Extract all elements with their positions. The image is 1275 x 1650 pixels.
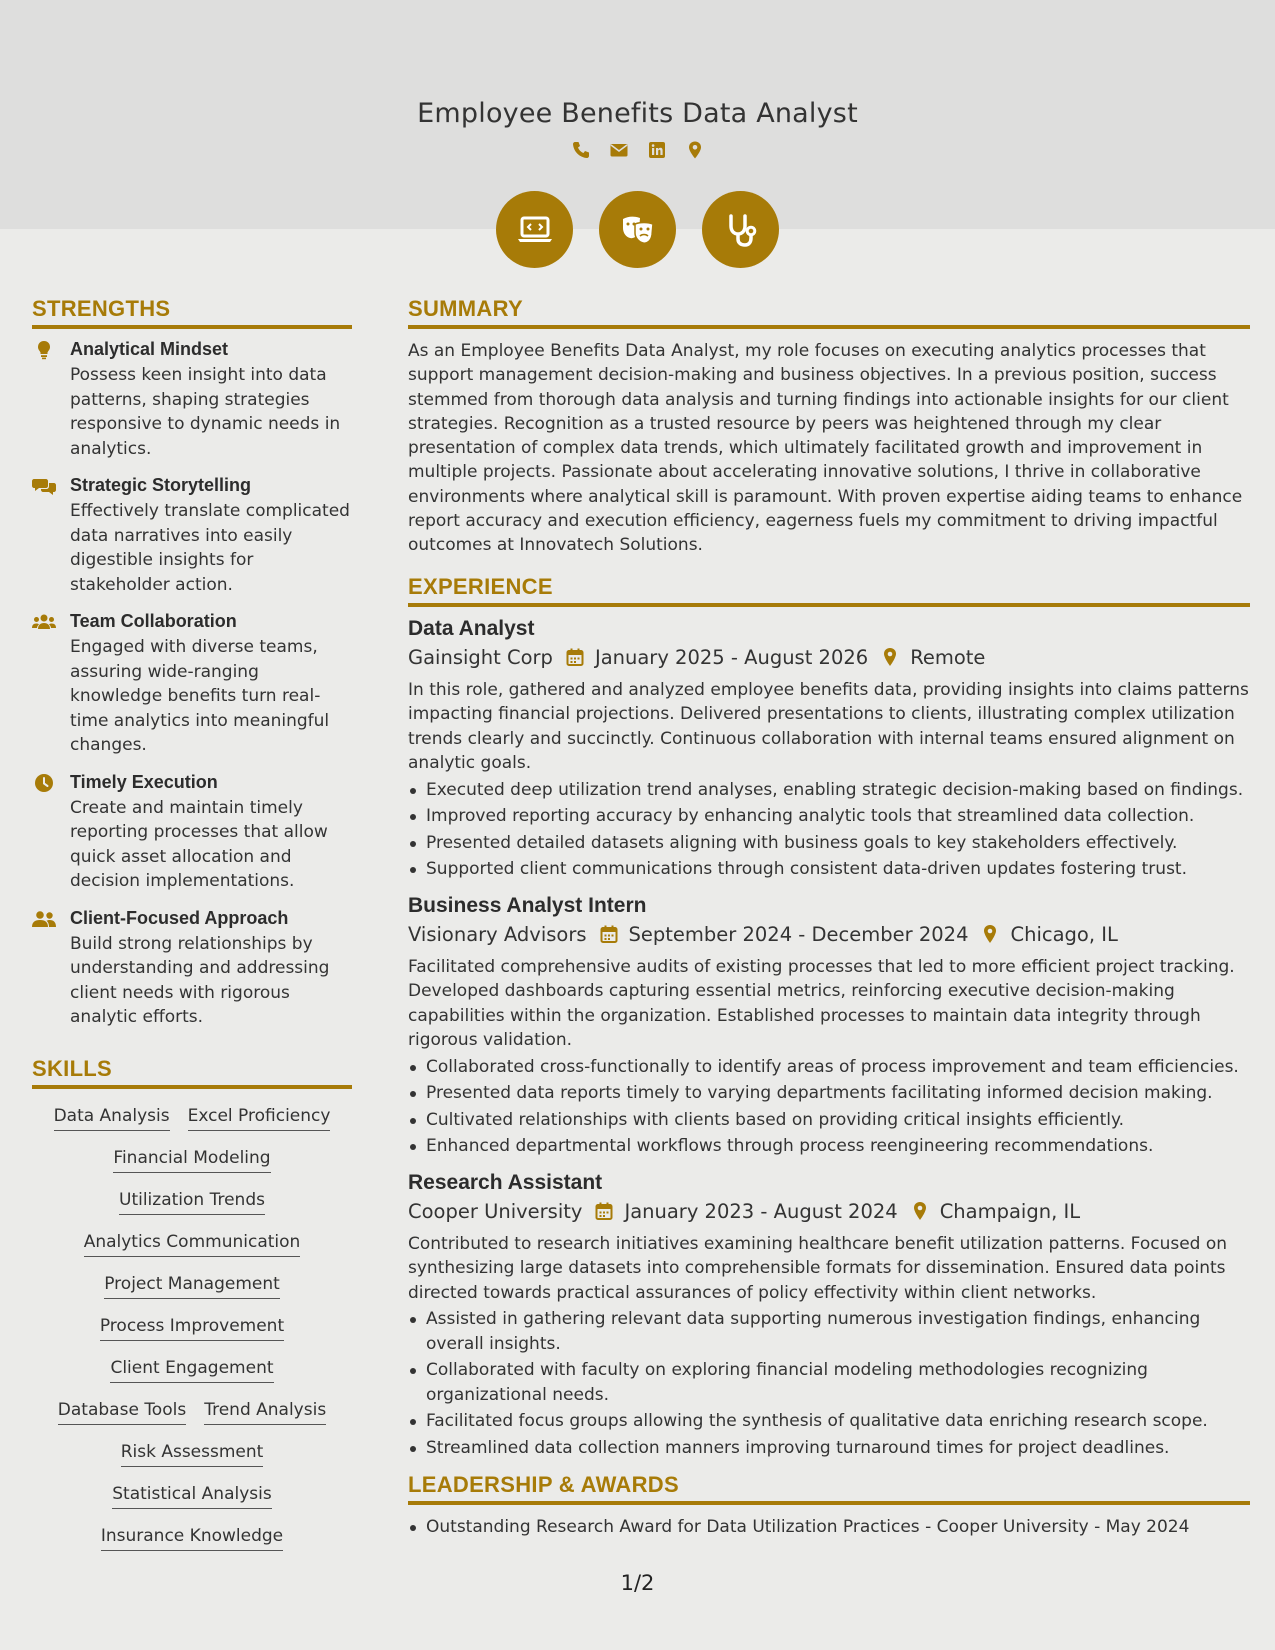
list-item: Collaborated with faculty on exploring financial modeling methodologies recognizing organizational needs. xyxy=(408,1358,1250,1407)
skill-tag: Database Tools xyxy=(58,1399,186,1425)
list-item: Supported client communications through consistent data-driven updates fostering trust. xyxy=(408,857,1250,882)
job-meta xyxy=(408,646,1250,669)
strength-title: Strategic Storytelling xyxy=(70,475,252,495)
skill-tag: Excel Proficiency xyxy=(188,1105,331,1131)
strength-item xyxy=(32,339,352,461)
skills-list xyxy=(32,1099,352,1551)
list-item: Assisted in gathering relevant data supporting numerous investigation findings, enhancing overall insights. xyxy=(408,1307,1250,1356)
stethoscope-icon xyxy=(721,210,761,250)
experience-heading: EXPERIENCE xyxy=(408,574,1250,607)
job-company: Cooper University xyxy=(408,1199,583,1223)
job-location: Champaign, IL xyxy=(939,1199,1081,1223)
job-meta xyxy=(408,1200,1250,1223)
theater-masks-badge xyxy=(599,191,676,268)
strength-desc: Possess keen insight into data patterns, shaping strategies responsive to dynamic needs in analytics. xyxy=(70,365,341,459)
job-location: Remote xyxy=(910,645,986,669)
location-icon xyxy=(910,1201,930,1221)
list-item: Cultivated relationships with clients based on providing critical insights efficiently. xyxy=(408,1108,1250,1133)
location-icon[interactable] xyxy=(685,140,705,160)
phone-icon[interactable] xyxy=(571,140,591,160)
job-company: Visionary Advisors xyxy=(408,922,587,946)
list-item: Presented detailed datasets aligning with business goals to key stakeholders effectively. xyxy=(408,831,1250,856)
strength-title: Analytical Mindset xyxy=(70,339,229,359)
linkedin-icon[interactable] xyxy=(647,140,667,160)
header-badges xyxy=(0,191,1275,268)
list-item: Streamlined data collection manners improving turnaround times for project deadlines. xyxy=(408,1436,1250,1461)
strength-desc: Engaged with diverse teams, assuring wide-ranging knowledge benefits turn real-time analytics into meaningful changes. xyxy=(70,637,330,755)
strength-title: Team Collaboration xyxy=(70,611,237,631)
skill-tag: Utilization Trends xyxy=(119,1189,265,1215)
summary-heading: SUMMARY xyxy=(408,296,1250,329)
list-item: Facilitated focus groups allowing the synthesis of qualitative data enriching research scope. xyxy=(408,1409,1250,1434)
contact-icons xyxy=(0,140,1275,160)
job-entry xyxy=(408,617,1250,882)
stethoscope-badge xyxy=(702,191,779,268)
strength-item xyxy=(32,772,352,894)
job-description: Facilitated comprehensive audits of existing processes that led to more efficient project tracking. Developed dashboards capturing essential metrics, reinforcing executive decision-making capabilities within the organization. Established processes to maintain data integrity through rigorous validation. xyxy=(408,956,1235,1051)
job-dates: September 2024 - December 2024 xyxy=(628,922,969,946)
skill-tag: Trend Analysis xyxy=(204,1399,326,1425)
list-item: Outstanding Research Award for Data Utilization Practices - Cooper University - May 2024 xyxy=(408,1515,1250,1540)
left-column xyxy=(32,296,352,1567)
list-item: Presented data reports timely to varying departments facilitating informed decision making. xyxy=(408,1081,1250,1106)
skill-tag: Project Management xyxy=(104,1273,280,1299)
calendar-icon xyxy=(599,924,619,944)
skill-tag: Data Analysis xyxy=(54,1105,170,1131)
job-title: Research Assistant xyxy=(408,1170,603,1194)
job-dates: January 2023 - August 2024 xyxy=(624,1199,898,1223)
user-friends-icon xyxy=(32,909,56,929)
list-item: Executed deep utilization trend analyses, enabling strategic decision-making based on findings. xyxy=(408,778,1250,803)
job-entry xyxy=(408,1171,1250,1461)
strength-desc: Effectively translate complicated data narratives into easily digestible insights for stakeholder action. xyxy=(70,501,350,595)
job-meta xyxy=(408,923,1250,946)
laptop-code-badge xyxy=(496,191,573,268)
clock-icon xyxy=(32,773,56,793)
right-column xyxy=(408,296,1250,1542)
skills-heading: SKILLS xyxy=(32,1056,352,1089)
calendar-icon xyxy=(565,647,585,667)
job-location: Chicago, IL xyxy=(1010,922,1118,946)
strength-desc: Build strong relationships by understanding and addressing client needs with rigorous analytic efforts. xyxy=(70,933,330,1027)
location-icon xyxy=(980,924,1000,944)
list-item: Enhanced departmental workflows through process reengineering recommendations. xyxy=(408,1134,1250,1159)
strength-desc: Create and maintain timely reporting processes that allow quick asset allocation and decision implementations. xyxy=(70,797,328,891)
lightbulb-icon xyxy=(32,340,56,360)
list-item: Collaborated cross-functionally to identify areas of process improvement and team efficiencies. xyxy=(408,1055,1250,1080)
job-title: Business Analyst Intern xyxy=(408,893,647,917)
comments-icon xyxy=(32,476,56,496)
strength-title: Client-Focused Approach xyxy=(70,907,289,928)
strength-item xyxy=(32,475,352,597)
skill-tag: Client Engagement xyxy=(110,1357,273,1383)
strength-item xyxy=(32,611,352,758)
job-description: In this role, gathered and analyzed employee benefits data, providing insights into claims patterns impacting financial projections. Delivered presentations to clients, illustrating complex utilization trends clearly and succinctly. Continuous collaboration with internal teams ensured alignment on analytic goals. xyxy=(408,679,1249,774)
skill-tag: Statistical Analysis xyxy=(112,1483,271,1509)
page-number: 1/2 xyxy=(620,1571,655,1595)
skill-tag: Process Improvement xyxy=(100,1315,284,1341)
page-title: Employee Benefits Data Analyst xyxy=(417,98,858,129)
job-dates: January 2025 - August 2026 xyxy=(594,645,869,669)
strength-title: Timely Execution xyxy=(70,771,218,792)
job-bullets xyxy=(408,1055,1250,1159)
location-icon xyxy=(880,647,900,667)
job-entry xyxy=(408,894,1250,1159)
job-title: Data Analyst xyxy=(408,616,535,640)
strength-item xyxy=(32,908,352,1030)
users-icon xyxy=(32,612,56,632)
skill-tag: Insurance Knowledge xyxy=(101,1525,283,1551)
laptop-code-icon xyxy=(515,210,555,250)
job-company: Gainsight Corp xyxy=(408,645,553,669)
summary-text: As an Employee Benefits Data Analyst, my role focuses on executing analytics processes that support management decision-making and business objectives. In a previous position, success stemmed from thorough data analysis and turning findings into actionable insights for our client strategies. Recognition as a trusted resource by peers was heightened through my clear presentation of complex data trends, which ultimately facilitated growth and improvement in multiple projects. Passionate about accelerating innovative solutions, I thrive in collaborative environments where analytical skill is paramount. With proven expertise aiding teams to enhance report accuracy and execution efficiency, eagerness fuels my commitment to driving impactful outcomes at Innovatech Solutions. xyxy=(408,341,1243,556)
job-description: Contributed to research initiatives examining healthcare benefit utilization patterns. Focused on synthesizing large datasets into comprehensible formats for dissemination. Ensured data points directed towards practical assurances of policy effectivity within client networks. xyxy=(408,1233,1228,1303)
strengths-heading: STRENGTHS xyxy=(32,296,352,329)
theater-masks-icon xyxy=(618,210,658,250)
list-item: Improved reporting accuracy by enhancing analytic tools that streamlined data collection. xyxy=(408,804,1250,829)
skill-tag: Analytics Communication xyxy=(84,1231,301,1257)
awards-heading: LEADERSHIP & AWARDS xyxy=(408,1472,1250,1505)
calendar-icon xyxy=(594,1201,614,1221)
email-icon[interactable] xyxy=(609,140,629,160)
job-bullets xyxy=(408,1307,1250,1460)
skill-tag: Financial Modeling xyxy=(113,1147,270,1173)
awards-list xyxy=(408,1515,1250,1540)
job-bullets xyxy=(408,778,1250,882)
skill-tag: Risk Assessment xyxy=(121,1441,264,1467)
